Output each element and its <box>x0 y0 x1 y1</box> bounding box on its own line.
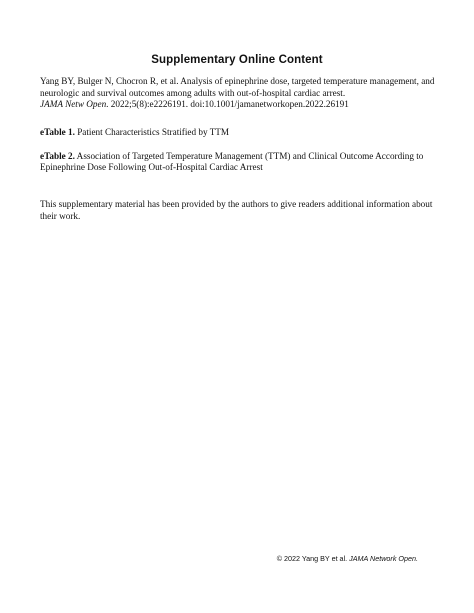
etable-2-label: eTable 2. <box>40 150 75 161</box>
etable-list <box>40 127 440 186</box>
citation-details: . 2022;5(8):e2226191. doi:10.1001/jamanetworkopen.2022.26191 <box>106 99 349 110</box>
etable-1 <box>40 127 440 139</box>
footer-copyright: © 2022 Yang BY et al. <box>276 554 350 563</box>
copyright-footer <box>277 554 418 563</box>
etable-2-title: Association of Targeted Temperature Management (TTM) and Clinical Outcome According to Epinephrine Dose Following Out-of-Hospital Cardiac Arrest <box>40 150 424 173</box>
citation-title-continued: management, and neurologic and survival outcomes among adults with out-of-hospital cardiac arrest. <box>40 76 435 98</box>
citation-journal: JAMA Netw Open <box>40 99 107 110</box>
etable-1-title: Patient Characteristics Stratified by TTM <box>74 127 230 137</box>
citation-authors-title: Yang BY, Bulger N, Chocron R, et al. Analysis of epinephrine dose, targeted temperature <box>40 76 368 86</box>
etable-2 <box>40 151 440 174</box>
citation <box>40 76 440 111</box>
document-title: Supplementary Online Content <box>151 54 323 66</box>
supplementary-note: This supplementary material has been provided by the authors to give readers additional information about their work. <box>40 199 433 221</box>
footer-journal: JAMA Network Open. <box>349 554 418 563</box>
etable-1-label: eTable 1. <box>40 127 75 137</box>
